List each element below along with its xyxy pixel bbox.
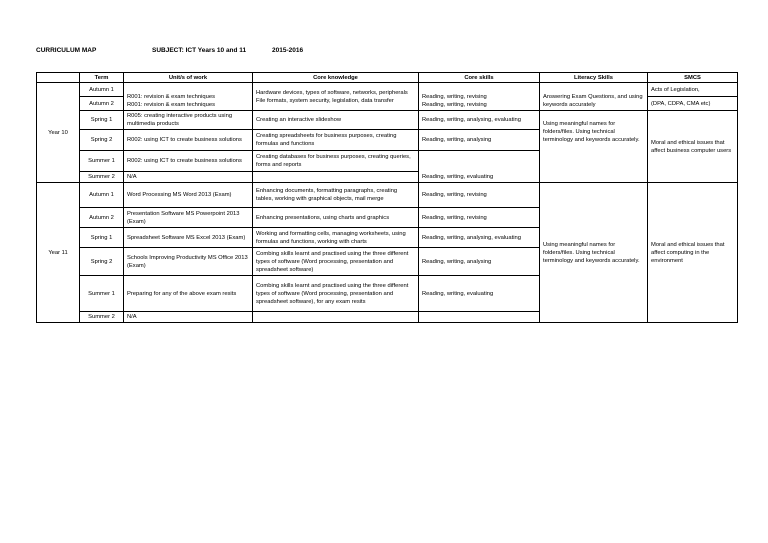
- column-header-smcs: SMCS: [648, 73, 738, 83]
- skills-cell: Reading, writing, analysing: [419, 248, 540, 276]
- skills-cell: Reading, writing, analysing, evaluating: [419, 228, 540, 248]
- term-cell: Summer 1: [80, 276, 124, 312]
- table-row: [37, 83, 738, 97]
- skills-cell: Reading, writing, evaluating: [419, 276, 540, 312]
- document-title: CURRICULUM MAP: [36, 47, 97, 54]
- knowledge-cell: Enhancing presentations, using charts and graphics: [253, 208, 419, 228]
- unit-cell: Preparing for any of the above exam resits: [124, 276, 253, 312]
- table-row: [37, 183, 738, 208]
- literacy-cell: Using meaningful names for folders/files. Using technical terminology and keywords accurately.: [540, 111, 648, 183]
- knowledge-cell: Creating an interactive slideshow: [253, 111, 419, 130]
- smcs-cell: Acts of Legislation,: [648, 83, 738, 97]
- unit-cell: R002: using ICT to create business solutions: [124, 130, 253, 151]
- column-header-term: Term: [80, 73, 124, 83]
- knowledge-text: Hardware devices, types of software, networks, peripherals: [256, 89, 408, 96]
- year-label: Year 11: [37, 183, 80, 323]
- term-cell: Summer 2: [80, 312, 124, 323]
- knowledge-cell: Enhancing documents, formatting paragraphs, creating tables, working with graphical objects, mail merge: [253, 183, 419, 208]
- knowledge-cell: [253, 83, 419, 111]
- year-label: Year 10: [37, 83, 80, 183]
- term-cell: Autumn 1: [80, 83, 124, 97]
- term-cell: Summer 1: [80, 151, 124, 172]
- knowledge-cell: Combing skills learnt and practised using the three different types of software (Word processing, presentation and spreadsheet software): [253, 248, 419, 276]
- smcs-cell: (DPA, CDPA, CMA etc): [648, 97, 738, 111]
- column-header-literacy: Literacy Skills: [540, 73, 648, 83]
- skills-cell: Reading, writing, revising: [419, 183, 540, 208]
- literacy-cell: Using meaningful names for folders/files. Using technical terminology and keywords accurately.: [540, 183, 648, 323]
- unit-cell: [124, 83, 253, 111]
- term-cell: Spring 2: [80, 248, 124, 276]
- knowledge-cell: [253, 312, 419, 323]
- subject-label: SUBJECT: ICT Years 10 and 11: [152, 47, 247, 54]
- term-cell: Spring 1: [80, 228, 124, 248]
- knowledge-text: File formats, system security, legislation, data transfer: [256, 97, 394, 104]
- unit-text: R001: revision & exam techniques: [127, 94, 215, 100]
- knowledge-cell: Working and formatting cells, managing worksheets, using formulas and functions, working with charts: [253, 228, 419, 248]
- term-cell: Spring 2: [80, 130, 124, 151]
- unit-cell: Spreadsheet Software MS Excel 2013 (Exam): [124, 228, 253, 248]
- skills-cell: Reading, writing, revising: [419, 208, 540, 228]
- skills-cell: Reading, writing, analysing: [419, 130, 540, 151]
- academic-year: 2015-2016: [272, 47, 304, 54]
- unit-cell: Word Processing MS Word 2013 (Exam): [124, 183, 253, 208]
- unit-cell: N/A: [124, 172, 253, 183]
- unit-text: R001: revision & exam techniques: [127, 102, 215, 108]
- column-header-skills: Core skills: [419, 73, 540, 83]
- unit-cell: R002: using ICT to create business solutions: [124, 151, 253, 172]
- column-header-knowledge: Core knowledge: [253, 73, 419, 83]
- term-cell: Autumn 2: [80, 208, 124, 228]
- smcs-cell: Moral and ethical issues that affect computing in the environment: [648, 183, 738, 323]
- literacy-cell: Answering Exam Questions, and using keywords accurately: [540, 83, 648, 111]
- curriculum-table: [36, 72, 738, 323]
- table-row: [37, 111, 738, 130]
- column-header-blank: [37, 73, 80, 83]
- knowledge-cell: [253, 172, 419, 183]
- skills-cell: [419, 312, 540, 323]
- term-cell: Autumn 1: [80, 183, 124, 208]
- skills-cell: Reading, writing, analysing, evaluating: [419, 111, 540, 130]
- table-header-row: [37, 73, 738, 83]
- column-header-unit: Unit/s of work: [124, 73, 253, 83]
- skills-cell: Reading, writing, evaluating: [419, 151, 540, 183]
- term-cell: Summer 2: [80, 172, 124, 183]
- skills-text: Reading, writing, revising: [422, 94, 487, 100]
- unit-cell: N/A: [124, 312, 253, 323]
- knowledge-cell: Creating databases for business purposes, creating queries, forms and reports: [253, 151, 419, 172]
- unit-cell: R005: creating interactive products using multimedia products: [124, 111, 253, 130]
- smcs-cell: Moral and ethical issues that affect business computer users: [648, 111, 738, 183]
- skills-text: Reading, writing, revising: [422, 102, 487, 108]
- unit-cell: Schools Improving Productivity MS Office 2013 (Exam): [124, 248, 253, 276]
- skills-cell: [419, 83, 540, 111]
- term-cell: Spring 1: [80, 111, 124, 130]
- knowledge-cell: Creating spreadsheets for business purposes, creating formulas and functions: [253, 130, 419, 151]
- knowledge-cell: Combing skills learnt and practised using the three different types of software (Word processing, presentation and spreadsheet software), for any exam resits: [253, 276, 419, 312]
- unit-cell: Presentation Software MS Powerpoint 2013 (Exam): [124, 208, 253, 228]
- term-cell: Autumn 2: [80, 97, 124, 111]
